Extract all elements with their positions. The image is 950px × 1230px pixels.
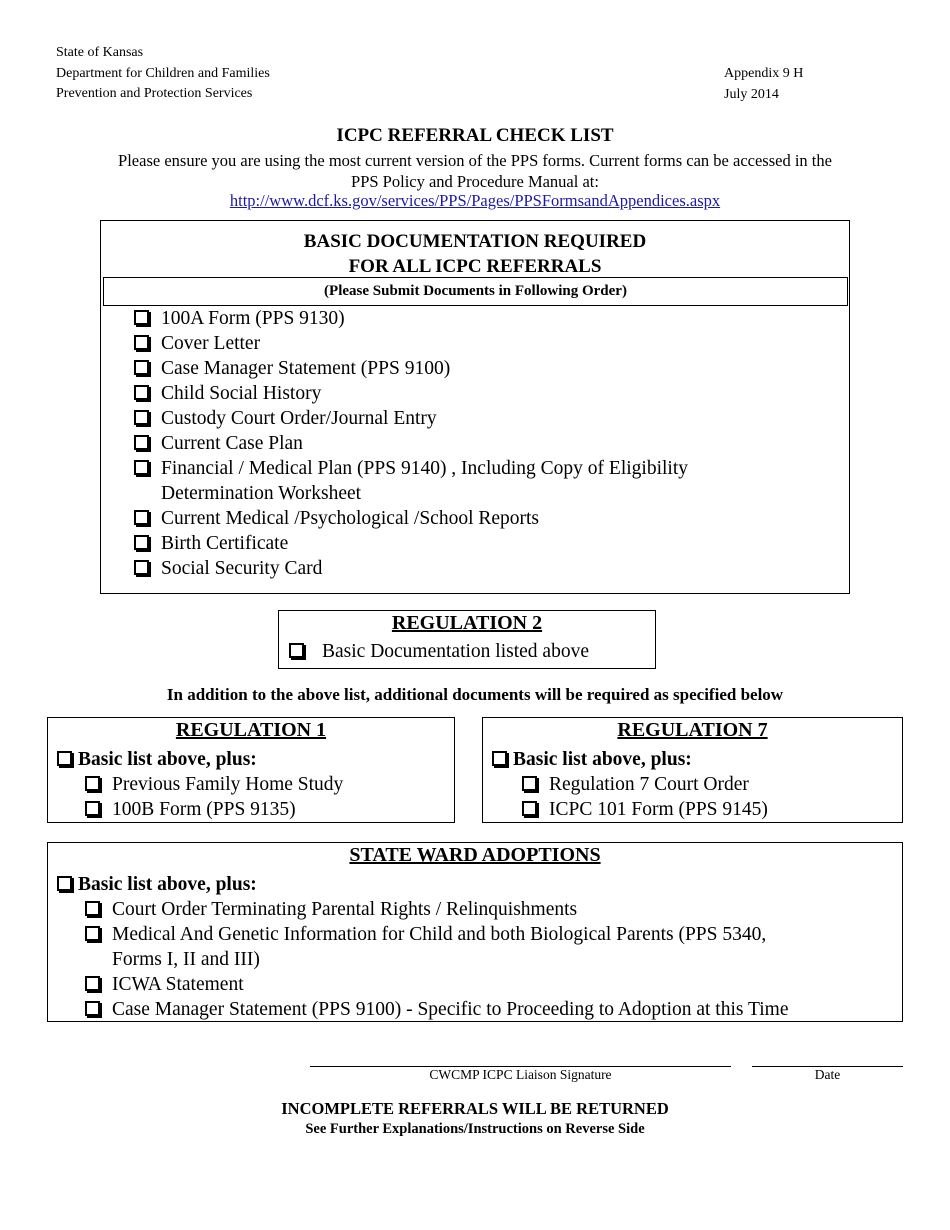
regulation-7-heading: REGULATION 7 bbox=[617, 719, 768, 741]
checklist-item: Current Medical /Psychological /School Reports bbox=[134, 506, 688, 531]
checkbox[interactable] bbox=[522, 776, 537, 791]
checkbox[interactable] bbox=[134, 360, 149, 375]
basic-checklist bbox=[134, 306, 688, 581]
regulation-1-list bbox=[57, 747, 343, 822]
signature-label: CWCMP ICPC Liaison Signature bbox=[429, 1067, 612, 1082]
basic-heading-line-2: FOR ALL ICPC REFERRALS bbox=[348, 256, 602, 277]
checkbox[interactable] bbox=[85, 801, 100, 816]
checkbox[interactable] bbox=[134, 335, 149, 350]
checklist-lead: Basic list above, plus: bbox=[57, 872, 788, 897]
checklist-item: Medical And Genetic Information for Child and both Biological Parents (PPS 5340, bbox=[57, 922, 788, 947]
basic-heading-line-1: BASIC DOCUMENTATION REQUIRED bbox=[303, 231, 647, 252]
incomplete-warning: INCOMPLETE REFERRALS WILL BE RETURNED bbox=[281, 1099, 669, 1118]
checkbox[interactable] bbox=[134, 560, 149, 575]
checklist-item: Social Security Card bbox=[134, 556, 688, 581]
checklist-item: Case Manager Statement (PPS 9100) bbox=[134, 356, 688, 381]
pps-forms-link[interactable]: http://www.dcf.ks.gov/services/PPS/Pages/PPSFormsandAppendices.aspx bbox=[229, 191, 721, 210]
checklist-lead: Basic list above, plus: bbox=[492, 747, 768, 772]
regulation-2-heading: REGULATION 2 bbox=[391, 612, 543, 634]
checklist-item: 100B Form (PPS 9135) bbox=[57, 797, 343, 822]
checklist-item: Financial / Medical Plan (PPS 9140) , Including Copy of Eligibility bbox=[134, 456, 688, 481]
checkbox[interactable] bbox=[134, 460, 149, 475]
state-ward-list bbox=[57, 872, 788, 1022]
agency-state: State of Kansas bbox=[56, 45, 144, 60]
checkbox[interactable] bbox=[85, 1001, 100, 1016]
regulation-2-item: Basic Documentation listed above bbox=[289, 639, 589, 664]
reverse-side-note: See Further Explanations/Instructions on Reverse Side bbox=[305, 1121, 645, 1137]
checklist-item: Court Order Terminating Parental Rights / Relinquishments bbox=[57, 897, 788, 922]
checkbox[interactable] bbox=[57, 751, 72, 766]
state-ward-heading: STATE WARD ADOPTIONS bbox=[349, 844, 601, 866]
checklist-item: Case Manager Statement (PPS 9100) - Specific to Proceeding to Adoption at this Time bbox=[57, 997, 788, 1022]
checklist-item: Birth Certificate bbox=[134, 531, 688, 556]
checklist-item-continuation: Forms I, II and III) bbox=[112, 949, 260, 970]
checklist-item: Regulation 7 Court Order bbox=[492, 772, 768, 797]
checkbox[interactable] bbox=[134, 435, 149, 450]
basic-heading bbox=[100, 229, 850, 279]
document-meta bbox=[724, 64, 803, 105]
page-title: ICPC REFERRAL CHECK LIST bbox=[336, 125, 614, 146]
agency-department: Department for Children and Families bbox=[56, 65, 270, 81]
checkbox[interactable] bbox=[134, 535, 149, 550]
checklist-item: 100A Form (PPS 9130) bbox=[134, 306, 688, 331]
additional-documents-note: In addition to the above list, additional documents will be required as specified below bbox=[166, 685, 784, 704]
checklist-item-continuation: Determination Worksheet bbox=[161, 483, 362, 504]
intro-line-2: PPS Policy and Procedure Manual at: bbox=[351, 172, 599, 191]
checkbox[interactable] bbox=[85, 776, 100, 791]
checkbox[interactable] bbox=[134, 310, 149, 325]
intro-line-1: Please ensure you are using the most current version of the PPS forms. Current forms can be accessed in the bbox=[118, 151, 832, 170]
checklist-item: Previous Family Home Study bbox=[57, 772, 343, 797]
checkbox[interactable] bbox=[289, 643, 304, 658]
checklist-item: ICWA Statement bbox=[57, 972, 788, 997]
checkbox[interactable] bbox=[134, 510, 149, 525]
intro-text bbox=[0, 150, 950, 192]
checklist-item: Child Social History bbox=[134, 381, 688, 406]
checkbox[interactable] bbox=[522, 801, 537, 816]
checkbox[interactable] bbox=[85, 976, 100, 991]
agency-division: Prevention and Protection Services bbox=[56, 86, 253, 101]
checklist-item: Custody Court Order/Journal Entry bbox=[134, 406, 688, 431]
checkbox[interactable] bbox=[492, 751, 507, 766]
submit-order-note: (Please Submit Documents in Following Order) bbox=[324, 283, 627, 299]
checklist-lead: Basic list above, plus: bbox=[57, 747, 343, 772]
regulation-7-list bbox=[492, 747, 768, 822]
checkbox[interactable] bbox=[85, 926, 100, 941]
intro-link-row bbox=[0, 191, 950, 211]
agency-header bbox=[56, 43, 270, 105]
checkbox[interactable] bbox=[85, 901, 100, 916]
checklist-item: Cover Letter bbox=[134, 331, 688, 356]
checkbox[interactable] bbox=[134, 385, 149, 400]
checklist-item: Current Case Plan bbox=[134, 431, 688, 456]
checkbox[interactable] bbox=[134, 410, 149, 425]
date-label: Date bbox=[814, 1067, 841, 1082]
basic-subheading bbox=[103, 277, 848, 306]
appendix-label: Appendix 9 H bbox=[724, 66, 804, 81]
checkbox[interactable] bbox=[57, 876, 72, 891]
regulation-1-heading: REGULATION 1 bbox=[175, 719, 327, 741]
document-date: July 2014 bbox=[724, 86, 779, 102]
checklist-item: ICPC 101 Form (PPS 9145) bbox=[492, 797, 768, 822]
